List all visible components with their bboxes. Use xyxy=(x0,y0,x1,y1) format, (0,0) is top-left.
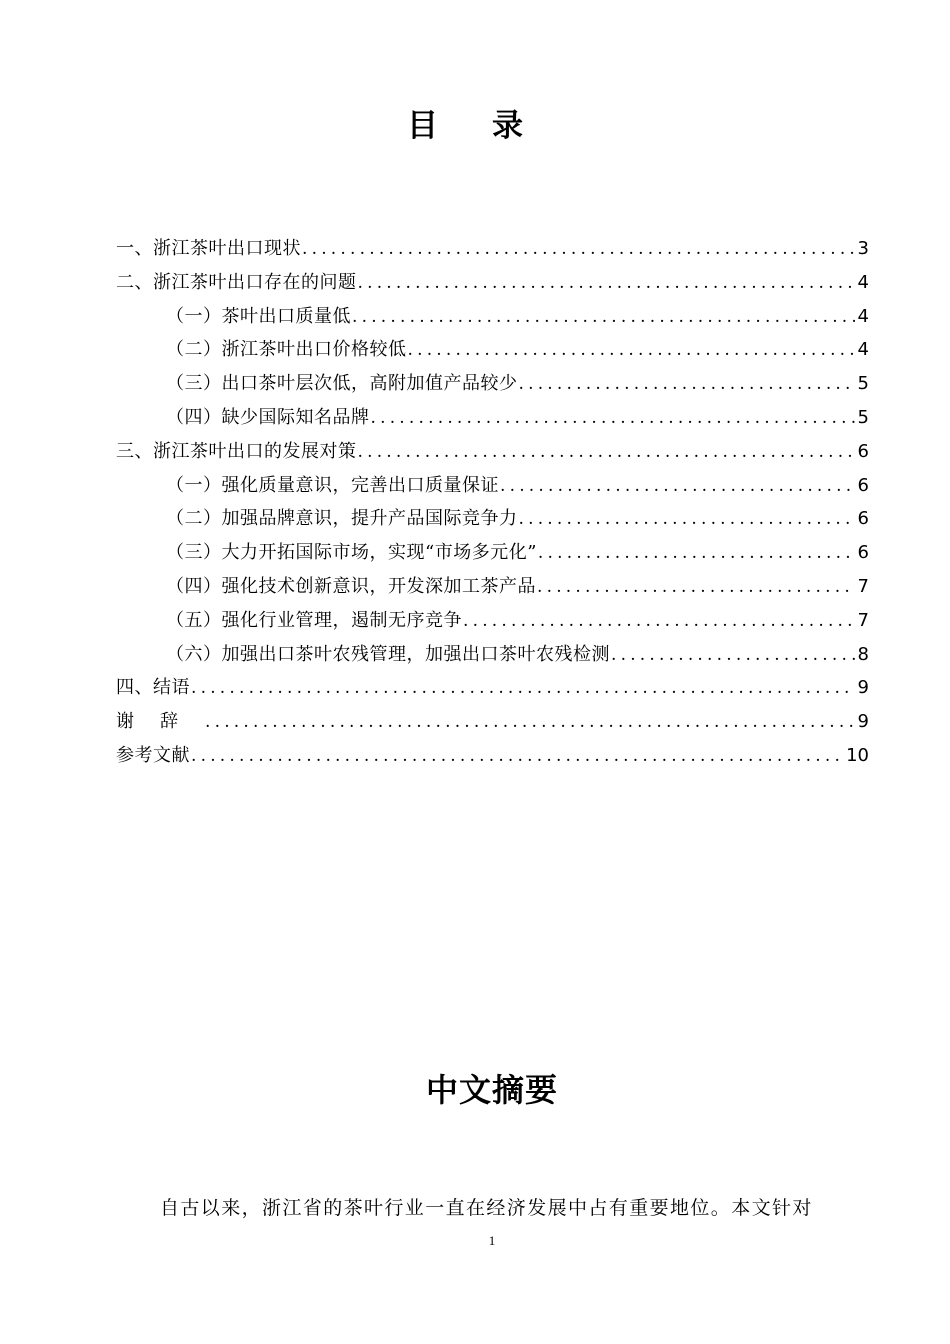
toc-entry-page: 5 xyxy=(857,373,869,395)
toc-entry-label: （二）浙江茶叶出口价格较低 xyxy=(166,339,407,361)
toc-entry-label: （三）出口茶叶层次低，高附加值产品较少 xyxy=(166,373,518,395)
toc-entry-page: 8 xyxy=(857,643,869,665)
toc-leader-dots xyxy=(191,672,855,706)
toc-title: 目录 xyxy=(407,108,577,144)
toc-leader-dots xyxy=(302,233,855,267)
toc-entry[interactable] xyxy=(116,705,869,739)
toc-subentry[interactable] xyxy=(116,367,869,401)
toc-leader-dots xyxy=(463,605,855,639)
toc-entry-label: 二、浙江茶叶出口存在的问题 xyxy=(116,271,357,293)
toc-entry-label: 一、浙江茶叶出口现状 xyxy=(116,238,301,259)
toc-entry-page: 5 xyxy=(857,406,869,428)
toc-entry-label: 三、浙江茶叶出口的发展对策 xyxy=(116,440,357,462)
toc-entry-label: （四）强化技术创新意识，开发深加工茶产品 xyxy=(166,575,536,597)
toc-entry-page: 6 xyxy=(857,474,869,496)
toc-subentry[interactable] xyxy=(116,536,869,570)
toc-entry-page: 6 xyxy=(857,542,869,564)
toc-leader-dots xyxy=(352,301,855,335)
toc-leader-dots xyxy=(358,436,855,470)
toc-entry-page: 7 xyxy=(857,575,869,597)
toc-leader-dots xyxy=(205,706,855,740)
toc-entry-page: 6 xyxy=(857,508,869,530)
toc-entry[interactable] xyxy=(116,435,869,469)
toc-entry-label: （五）强化行业管理，遏制无序竞争 xyxy=(166,609,462,631)
page-number: 1 xyxy=(488,1233,496,1248)
table-of-contents xyxy=(116,232,869,773)
toc-leader-dots xyxy=(519,368,855,402)
toc-entry-label: （二）加强品牌意识，提升产品国际竞争力 xyxy=(166,508,518,530)
toc-entry-page: 4 xyxy=(857,271,869,293)
toc-subentry[interactable] xyxy=(116,502,869,536)
toc-entry-label: 四、结语 xyxy=(116,677,190,699)
toc-entry-label: （一）茶叶出口质量低 xyxy=(166,305,351,327)
toc-entry-page: 3 xyxy=(857,238,869,259)
toc-subentry[interactable] xyxy=(116,570,869,604)
toc-subentry[interactable] xyxy=(116,469,869,503)
toc-entry-label: 参考文献 xyxy=(116,744,190,766)
toc-entry-page: 4 xyxy=(857,339,869,361)
toc-leader-dots xyxy=(358,267,855,301)
toc-subentry[interactable] xyxy=(116,604,869,638)
toc-entry-page: 6 xyxy=(857,440,869,462)
toc-entry-label: （四）缺少国际知名品牌 xyxy=(166,406,370,428)
toc-entry-label: （一）强化质量意识，完善出口质量保证 xyxy=(166,474,499,496)
toc-entry[interactable] xyxy=(116,739,869,773)
toc-entry[interactable] xyxy=(116,671,869,705)
toc-leader-dots xyxy=(611,639,855,673)
toc-subentry[interactable] xyxy=(116,638,869,672)
toc-leader-dots xyxy=(538,537,855,571)
toc-entry-page: 4 xyxy=(857,305,869,327)
toc-leader-dots xyxy=(500,470,855,504)
toc-leader-dots xyxy=(408,334,855,368)
toc-entry-page: 9 xyxy=(857,711,869,733)
toc-entry-label: （三）大力开拓国际市场，实现“市场多元化” xyxy=(166,542,537,564)
abstract-paragraph: 自古以来，浙江省的茶叶行业一直在经济发展中占有重要地位。本文针对 xyxy=(160,1197,813,1219)
toc-entry-page: 10 xyxy=(846,744,869,766)
abstract-title: 中文摘要 xyxy=(425,1071,558,1109)
toc-entry-page: 9 xyxy=(857,677,869,699)
toc-subentry[interactable] xyxy=(116,401,869,435)
toc-leader-dots xyxy=(371,402,855,436)
toc-leader-dots xyxy=(519,503,855,537)
toc-entry-page: 7 xyxy=(857,609,869,631)
toc-entry-label: （六）加强出口茶叶农残管理，加强出口茶叶农残检测 xyxy=(166,643,610,665)
toc-leader-dots xyxy=(191,740,843,774)
toc-subentry[interactable] xyxy=(116,300,869,334)
toc-entry[interactable] xyxy=(116,232,869,266)
toc-subentry[interactable] xyxy=(116,333,869,367)
toc-entry-label: 谢辞 xyxy=(116,711,204,733)
toc-leader-dots xyxy=(537,571,855,605)
toc-entry[interactable] xyxy=(116,266,869,300)
